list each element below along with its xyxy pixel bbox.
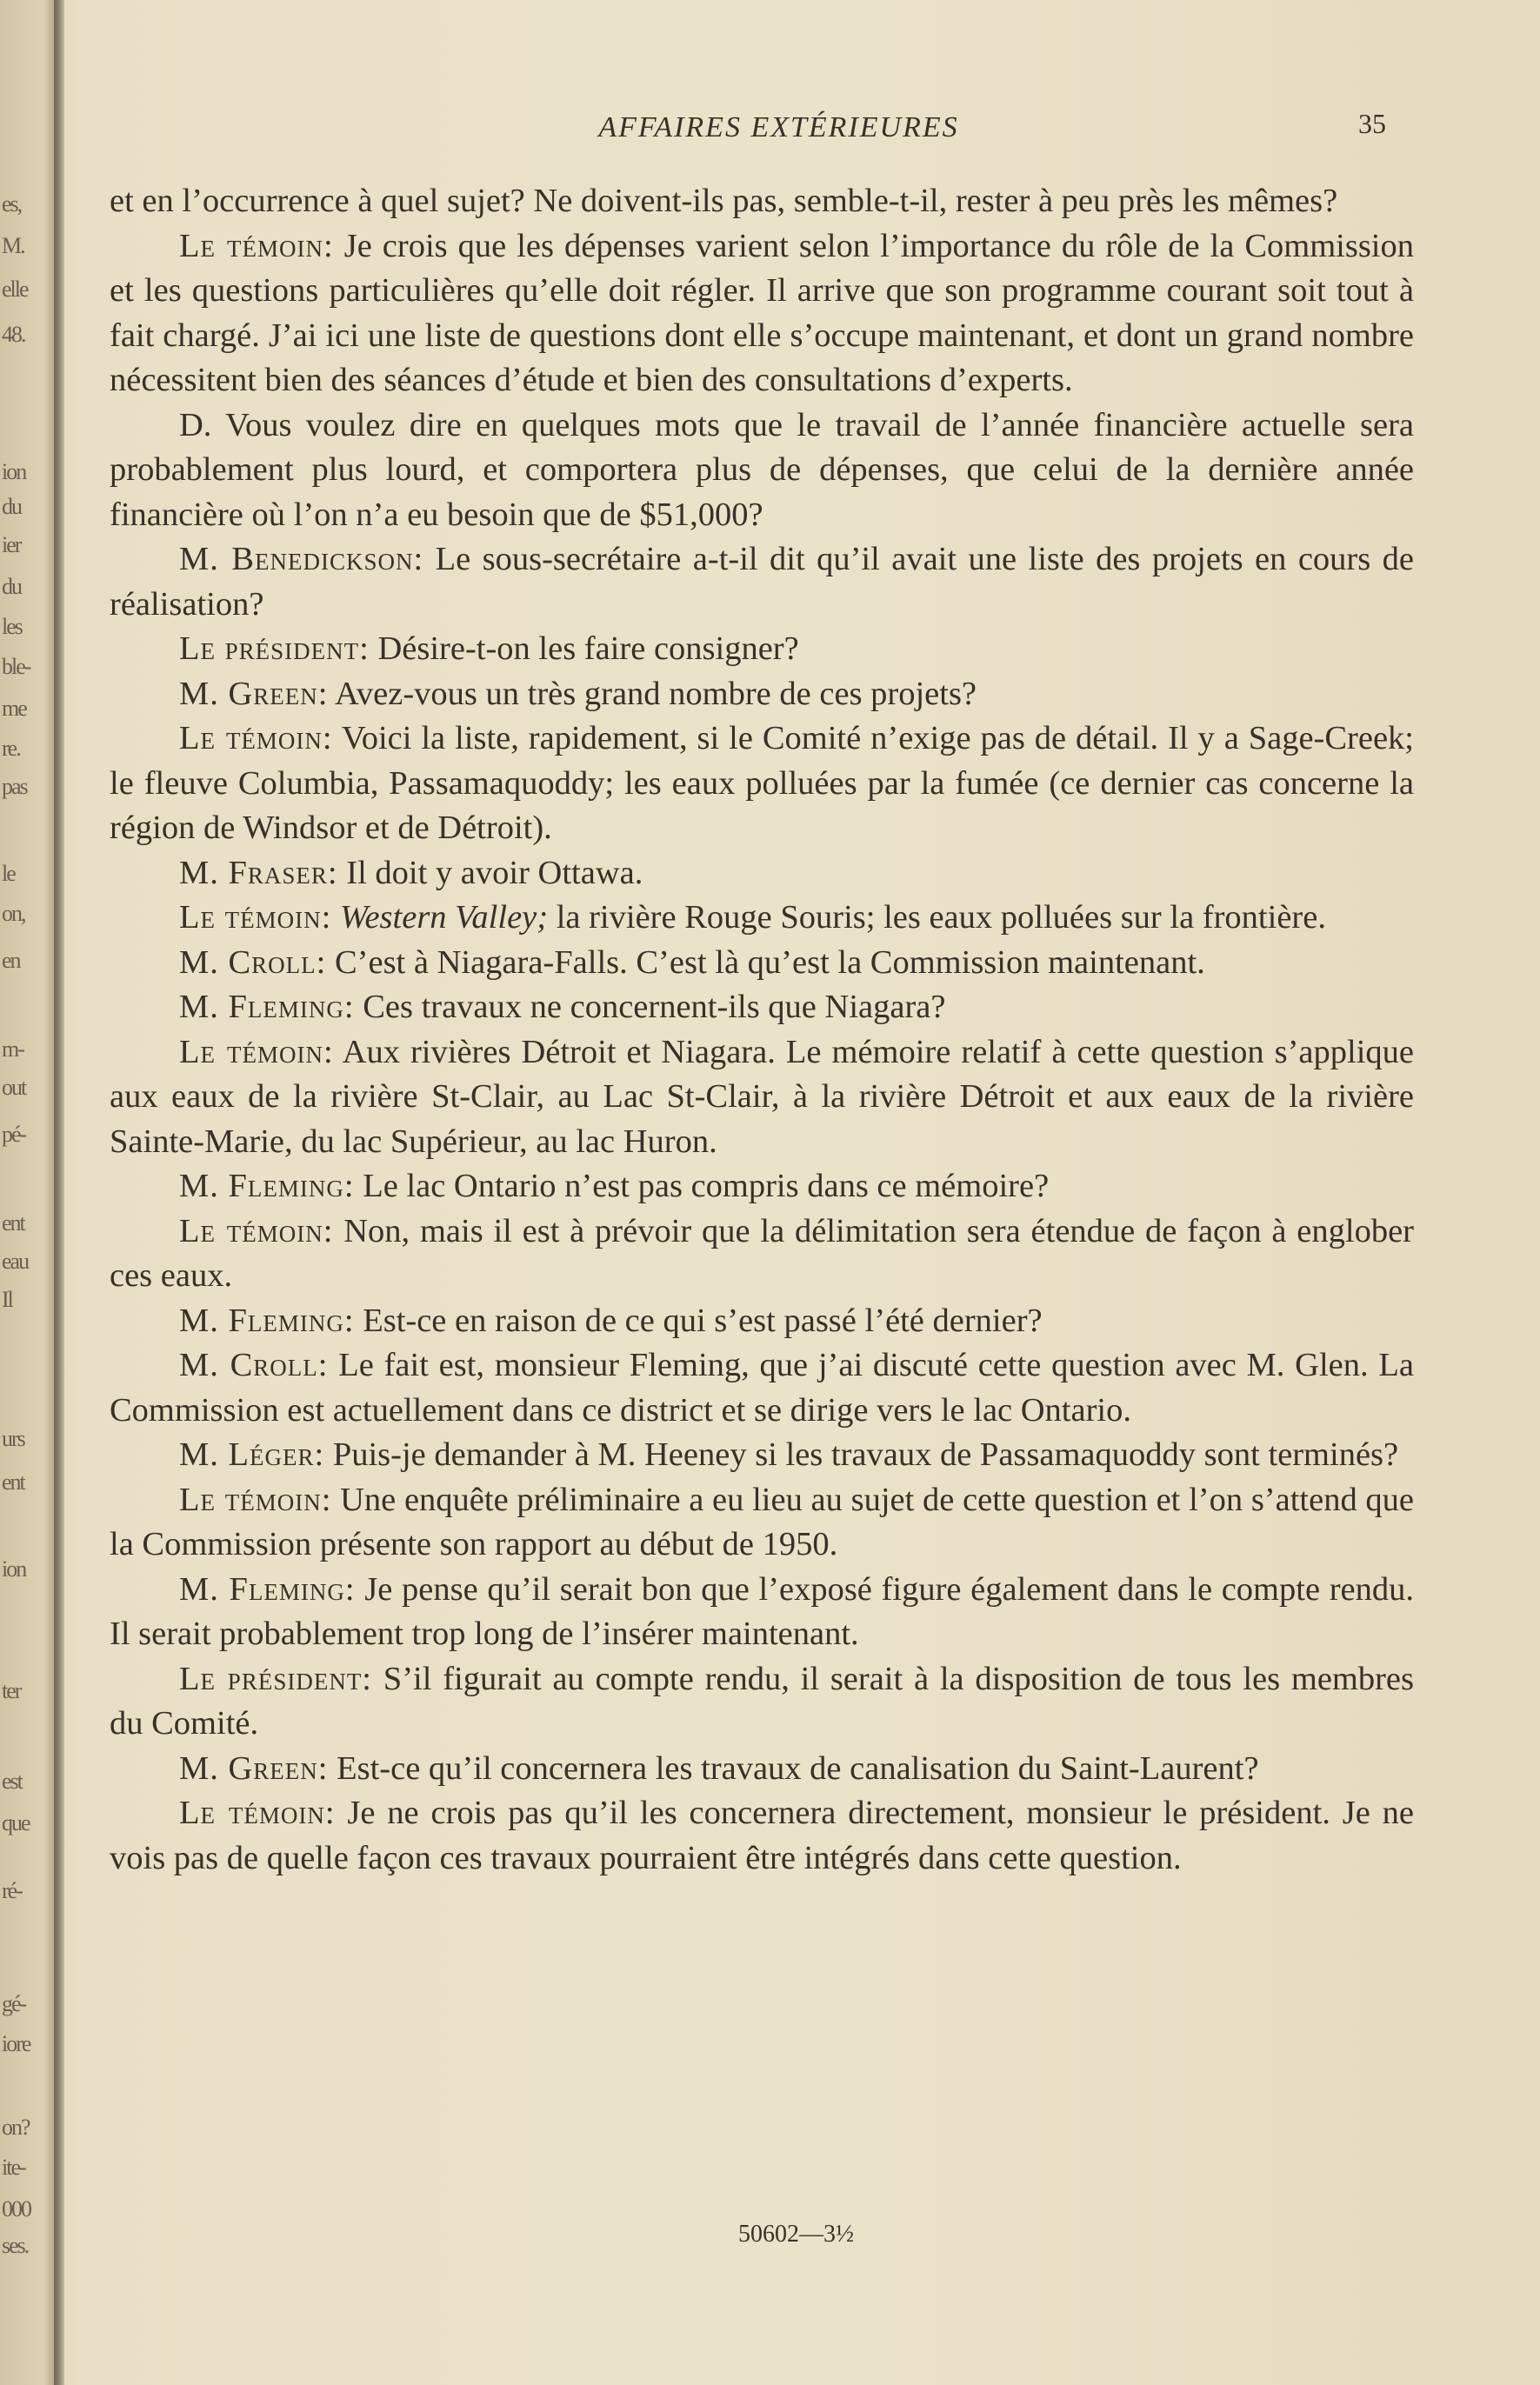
paragraph-text: Est-ce qu’il concernera les travaux de canalisation du Saint-Laurent? — [328, 1749, 1259, 1787]
paragraph — [110, 985, 1414, 1030]
printer-signature: 50602—3½ — [738, 2221, 854, 2248]
paragraph-text: la rivière Rouge Souris; les eaux polluées sur la frontière. — [548, 899, 1326, 936]
paragraph-text: Désire-t-on les faire consigner? — [369, 630, 799, 667]
paragraph-text: Est-ce en raison de ce qui s’est passé l’été dernier? — [354, 1302, 1043, 1339]
gutter-fragment: ier — [2, 532, 21, 557]
gutter-fragment: le — [2, 861, 15, 886]
gutter-fragment: ion — [2, 459, 26, 484]
paragraph — [110, 179, 1414, 224]
previous-page-edge — [0, 0, 54, 2385]
paragraph-text: Voici la liste, rapidement, si le Comité n’exige pas de détail. Il y a Sage-Creek; le fleuve Columbia, Passamaquoddy; les eaux polluées par la fumée (ce dernier cas concerne la région de Windsor et de Détroit). — [110, 720, 1415, 846]
paragraph-text: Je crois que les dépenses varient selon l’importance du rôle de la Commission et les questions particulières qu’elle doit régler. Il arrive que son programme courant soit tout à fait chargé. J’ai ici une liste de questions dont elle s’occupe maintenant, et dont un grand nombre nécessitent bien des séances d’étude et bien des consultations d’experts. — [110, 227, 1414, 398]
gutter-fragment: 000 — [2, 2196, 30, 2222]
gutter-fragment: me — [2, 696, 26, 721]
paragraph — [110, 1164, 1414, 1209]
speaker-label: M. Croll: — [179, 1347, 329, 1383]
speaker-label: Le témoin: — [179, 899, 332, 936]
gutter-fragment: re. — [2, 736, 20, 761]
speaker-label: M. Croll: — [179, 943, 327, 981]
speaker-label: Le témoin: — [179, 720, 333, 756]
paragraph-text: Le fait est, monsieur Fleming, que j’ai discuté cette question avec M. Glen. La Commission est actuellement dans ce district et se dirige vers le lac Ontario. — [110, 1347, 1414, 1429]
paragraph — [110, 851, 1414, 896]
speaker-label: M. Benedickson: — [179, 541, 424, 577]
speaker-label: M. Fleming: — [179, 1302, 355, 1339]
paragraph-text: Non, mais il est à prévoir que la délimitation sera étendue de façon à englober ces eaux. — [110, 1212, 1414, 1294]
gutter-fragment: du — [2, 574, 21, 599]
speaker-label: Le président: — [179, 630, 370, 667]
paragraph — [110, 403, 1414, 538]
paragraph — [110, 896, 1414, 941]
paragraph — [110, 1209, 1414, 1299]
paragraph — [110, 1299, 1414, 1344]
page-number: 35 — [1358, 108, 1386, 139]
paragraph — [110, 672, 1414, 717]
speaker-label: Le témoin: — [179, 227, 334, 264]
paragraph-text: Le sous-secrétaire a-t-il dit qu’il avait une liste des projets en cours de réalisation? — [110, 541, 1414, 623]
gutter-fragment: en — [2, 948, 20, 973]
speaker-label: Le président: — [179, 1660, 373, 1697]
gutter-fragment: on? — [2, 2115, 30, 2140]
speaker-label: M. Fraser: — [179, 854, 338, 891]
gutter-fragment: ré- — [2, 1878, 22, 1903]
paragraph — [110, 1568, 1414, 1657]
gutter-fragment: elle — [2, 276, 28, 302]
speaker-label: M. Fleming: — [179, 989, 355, 1025]
paragraph-text: Puis-je demander à M. Heeney si les travaux de Passamaquoddy sont terminés? — [324, 1436, 1399, 1473]
paragraph — [110, 1478, 1414, 1568]
gutter-fragment: ses. — [2, 2233, 29, 2258]
gutter-fragment: out — [2, 1075, 26, 1100]
speaker-label: Le témoin: — [179, 1212, 334, 1249]
gutter-fragment: Il — [2, 1287, 12, 1312]
gutter-fragment: pas — [2, 774, 27, 799]
paragraph-text: Il doit y avoir Ottawa. — [337, 854, 643, 891]
paragraph-text: Je ne crois pas qu’il les concernera directement, monsieur le président. Je ne vois pas de quelle façon ces travaux pourraient être intégrés dans cette question. — [110, 1795, 1415, 1876]
paragraph — [110, 1657, 1414, 1747]
gutter-fragment: gé- — [2, 1991, 26, 2016]
paragraph-text: Le lac Ontario n’est pas compris dans ce mémoire? — [354, 1168, 1050, 1204]
paragraph — [110, 941, 1414, 986]
gutter-fragment: m- — [2, 1036, 23, 1062]
paragraph-text: et en l’occurrence à quel sujet? Ne doivent-ils pas, semble-t-il, rester à peu près les mêmes? — [110, 183, 1338, 219]
speaker-label: M. Fleming: — [179, 1570, 356, 1608]
paragraph — [110, 224, 1414, 403]
gutter-fragment: du — [2, 494, 21, 519]
speaker-label: Le témoin: — [179, 1795, 336, 1831]
speaker-label: Le témoin: — [179, 1481, 332, 1518]
speaker-label: M. Green: — [179, 675, 329, 712]
gutter-fragment: est — [2, 1769, 22, 1794]
paragraph — [110, 1030, 1414, 1165]
paragraph — [110, 1433, 1414, 1478]
paragraph-text: D. Vous voulez dire en quelques mots que le travail de l’année financière actuelle sera probablement plus lourd, et comportera plus de dépenses, que celui de la dernière année financière où l’on n’a eu besoin que de $51,000? — [110, 406, 1414, 533]
paragraph-text: Avez-vous un très grand nombre de ces projets? — [328, 675, 977, 712]
gutter-fragment: les — [2, 614, 22, 639]
gutter-fragment: que — [2, 1810, 30, 1835]
gutter-fragment: urs — [2, 1426, 24, 1451]
gutter-fragment: on, — [2, 901, 25, 926]
gutter-fragment: eau — [2, 1249, 29, 1274]
gutter-fragment: ter — [2, 1678, 21, 1703]
paragraph — [110, 1747, 1414, 1792]
paragraph-text: C’est à Niagara-Falls. C’est là qu’est la Commission maintenant. — [326, 943, 1205, 981]
gutter-fragment: ble- — [2, 654, 30, 679]
binding-shadow — [54, 0, 64, 2385]
gutter-fragment: es, — [2, 191, 22, 217]
gutter-fragment: 48. — [2, 322, 25, 347]
paragraph — [110, 627, 1414, 672]
italic-place-name: Western Valley; — [339, 899, 549, 936]
paragraph-text: Ces travaux ne concernent-ils que Niagara? — [354, 989, 946, 1025]
paragraph — [110, 537, 1414, 627]
gutter-fragment: ent — [2, 1469, 24, 1495]
gutter-fragment: ite- — [2, 2155, 25, 2180]
paragraph-text: Aux rivières Détroit et Niagara. Le mémoire relatif à cette question s’applique aux eaux de la rivière St-Clair, au Lac St-Clair, à la rivière Détroit et aux eaux de la rivière Sainte-Marie, du lac Supérieur, au lac Huron. — [110, 1033, 1415, 1160]
speaker-label: M. Green: — [179, 1749, 329, 1787]
speaker-label: Le témoin: — [179, 1033, 334, 1070]
running-head: AFFAIRES EXTÉRIEURES — [598, 111, 959, 143]
paragraph-text: S’il figurait au compte rendu, il serait à la disposition de tous les membres du Comité. — [110, 1660, 1415, 1742]
gutter-fragment: M. — [2, 233, 24, 258]
gutter-fragment: iore — [2, 2031, 30, 2056]
paragraph — [110, 1791, 1414, 1881]
gutter-fragment: pé- — [2, 1122, 26, 1147]
paragraph — [110, 716, 1414, 851]
gutter-fragment: ion — [2, 1556, 26, 1582]
gutter-fragment: ent — [2, 1210, 24, 1236]
paragraph-text: Je pense qu’il serait bon que l’exposé figure également dans le compte rendu. Il serait probablement trop long de l’insérer maintenant. — [110, 1570, 1414, 1652]
paragraph-text: Une enquête préliminaire a eu lieu au sujet de cette question et l’on s’attend que la Commission présente son rapport au début de 1950. — [110, 1481, 1414, 1562]
speaker-label: M. Fleming: — [179, 1168, 355, 1204]
body-text — [110, 179, 1414, 1881]
speaker-label: M. Léger: — [179, 1436, 325, 1473]
paragraph — [110, 1343, 1414, 1433]
